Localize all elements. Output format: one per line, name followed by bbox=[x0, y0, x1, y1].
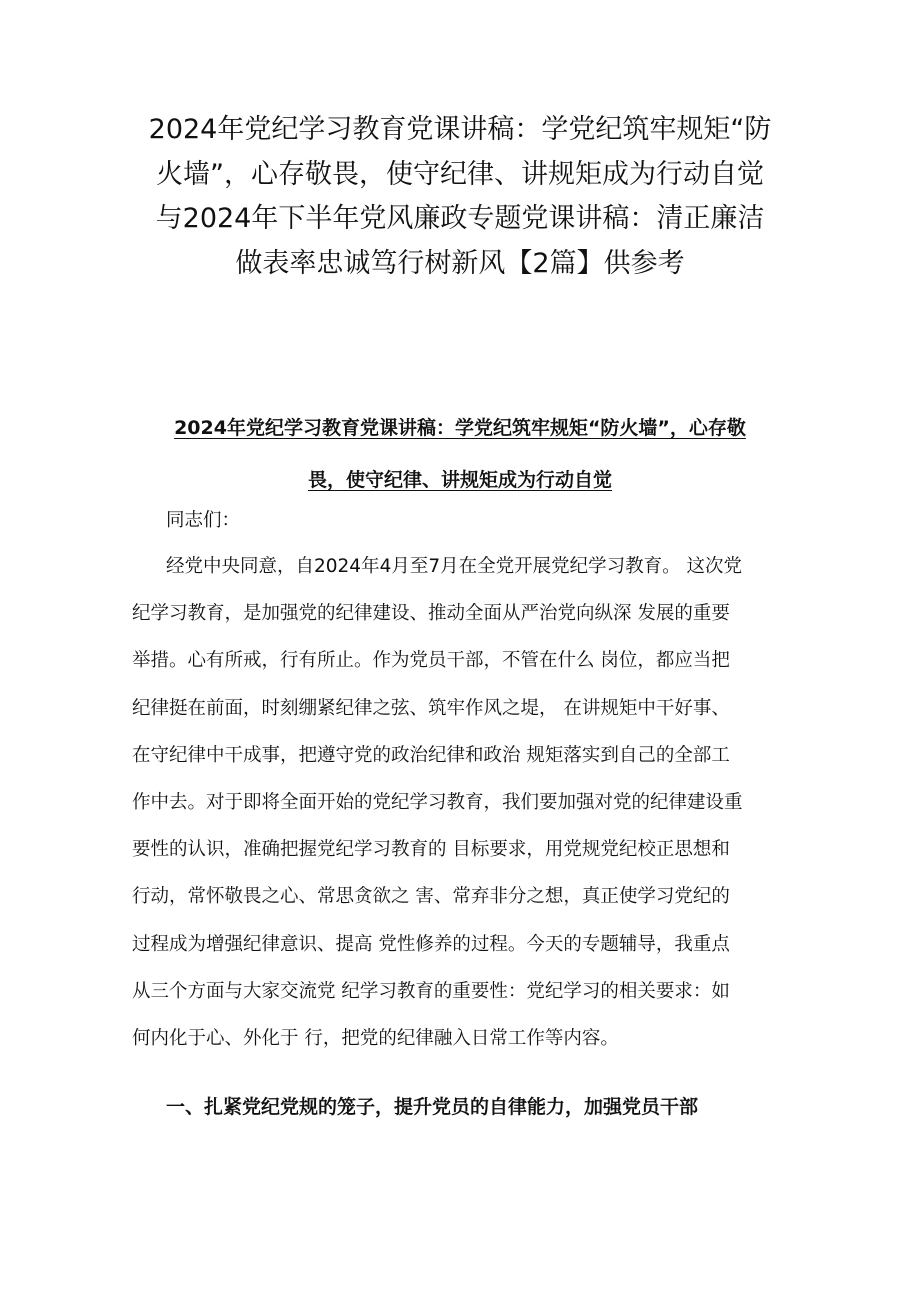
document-title-line: 与2024年下半年党风廉政专题党课讲稿：清正廉洁 bbox=[155, 203, 765, 234]
heading-one: 一、扎紧党纪党规的笼子，提升党员的自律能力，加强党员干部 bbox=[166, 1096, 699, 1118]
paragraph-line: 作中去。对于即将全面开始的党纪学习教育，我们要加强对党的纪律建设重 bbox=[132, 792, 743, 814]
paragraph-line: 行动，常怀敬畏之心、常思贪欲之 害、常弃非分之想，真正使学习党纪的 bbox=[132, 886, 730, 908]
paragraph-line: 何内化于心、外化于 行，把党的纪律融入日常工作等内容。 bbox=[132, 1028, 619, 1050]
paragraph-line: 要性的认识，准确把握党纪学习教育的 目标要求，用党规党纪校正思想和 bbox=[132, 839, 730, 861]
greeting: 同志们： bbox=[166, 510, 241, 531]
paragraph-line: 纪学习教育，是加强党的纪律建设、推动全面从严治党向纵深 发展的重要 bbox=[132, 603, 730, 625]
document-title bbox=[120, 108, 800, 286]
paragraph-line: 纪律挺在前面，时刻绷紧纪律之弦、筑牢作风之堤， 在讲规矩中干好事、 bbox=[132, 697, 730, 719]
paragraph-line: 在守纪律中干成事，把遵守党的政治纪律和政治 规矩落实到自己的全部工 bbox=[132, 744, 730, 766]
paragraph-line: 经党中央同意，自2024年4月至7月在全党开展党纪学习教育。 这次党 bbox=[166, 556, 743, 577]
paragraph-line: 从三个方面与大家交流党 纪学习教育的重要性：党纪学习的相关要求：如 bbox=[132, 980, 730, 1002]
section-title-line: 畏，使守纪律、讲规矩成为行动自觉 bbox=[307, 469, 612, 491]
section-title bbox=[120, 402, 800, 506]
paragraph-line: 举措。心有所戒，行有所止。作为党员干部，不管在什么 岗位，都应当把 bbox=[132, 650, 730, 672]
section-title-line: 2024年党纪学习教育党课讲稿：学党纪筑牢规矩“防火墙”，心存敬 bbox=[174, 417, 746, 439]
body-paragraph bbox=[132, 543, 804, 1062]
document-title-line: 做表率忠诚笃行树新风【2篇】供参考 bbox=[235, 247, 685, 279]
paragraph-line: 过程成为增强纪律意识、提高 党性修养的过程。今天的专题辅导，我重点 bbox=[132, 933, 730, 955]
document-title-line: 2024年党纪学习教育党课讲稿：学党纪筑牢规矩“防 bbox=[148, 114, 772, 145]
document-title-line: 火墙”，心存敬畏，使守纪律、讲规矩成为行动自觉 bbox=[156, 158, 764, 190]
